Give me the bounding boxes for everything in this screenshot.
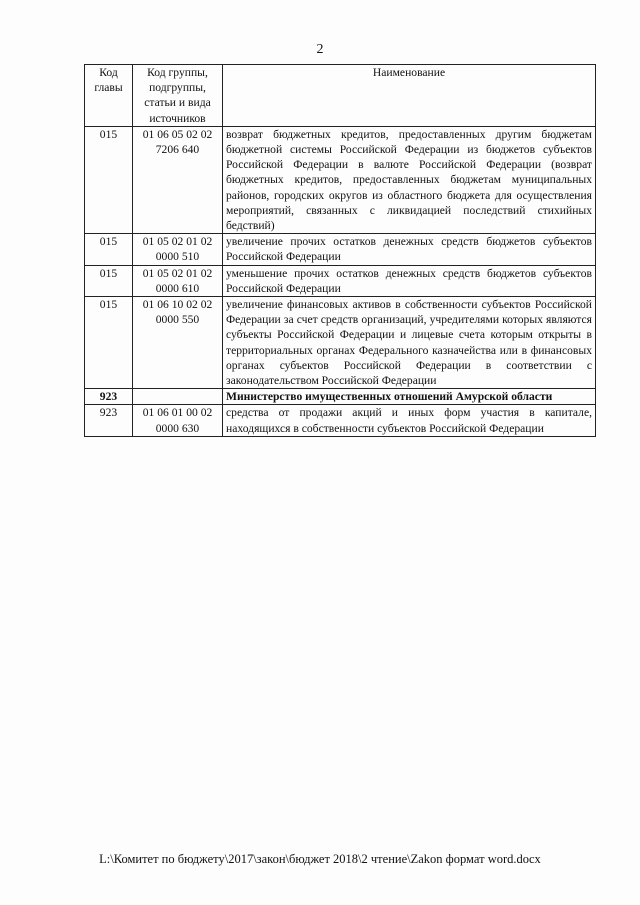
cell-name: увеличение финансовых активов в собственности субъектов Российской Федерации за счет средств организаций, учредителями которых являются субъекты Российской Федерации и лицевые счета которым открыты в территориальных органах Федерального казначейства или в финансовых органах субъектов Российской Федерации в соответствии с законодательством Российской Федерации [223, 297, 596, 389]
cell-group-code [133, 389, 223, 405]
header-name: Наименование [223, 65, 596, 127]
ministry-row [85, 389, 596, 405]
cell-chapter-code: 015 [85, 234, 133, 265]
cell-chapter-code: 923 [85, 405, 133, 436]
table-row [85, 405, 596, 436]
table-row [85, 297, 596, 389]
cell-name: средства от продажи акций и иных форм участия в капитале, находящихся в собственности субъектов Российской Федерации [223, 405, 596, 436]
cell-chapter-code: 015 [85, 265, 133, 296]
header-group-code: Код группы, подгруппы, статьи и вида источников [133, 65, 223, 127]
table-row [85, 234, 596, 265]
table-row [85, 265, 596, 296]
cell-chapter-code: 015 [85, 126, 133, 233]
table-row [85, 126, 596, 233]
header-chapter-code: Код главы [85, 65, 133, 127]
cell-group-code: 01 05 02 01 02 0000 510 [133, 234, 223, 265]
cell-group-code: 01 06 01 00 02 0000 630 [133, 405, 223, 436]
file-path-footer: L:\Комитет по бюджету\2017\закон\бюджет 2018\2 чтение\Zakon формат word.docx [99, 852, 541, 866]
cell-name: уменьшение прочих остатков денежных средств бюджетов субъектов Российской Федерации [223, 265, 596, 296]
cell-ministry-name: Министерство имущественных отношений Амурской области [223, 389, 596, 405]
cell-group-code: 01 06 10 02 02 0000 550 [133, 297, 223, 389]
cell-chapter-code: 015 [85, 297, 133, 389]
cell-name: увеличение прочих остатков денежных средств бюджетов субъектов Российской Федерации [223, 234, 596, 265]
table-header-row [85, 65, 596, 127]
cell-group-code: 01 05 02 01 02 0000 610 [133, 265, 223, 296]
cell-chapter-code: 923 [85, 389, 133, 405]
sources-table [84, 64, 596, 437]
cell-group-code: 01 06 05 02 02 7206 640 [133, 126, 223, 233]
cell-name: возврат бюджетных кредитов, предоставленных другим бюджетам бюджетной системы Российской Федерации из бюджетов субъектов Российской Федерации в валюте Российской Федерации (возврат бюджетных кредитов, предоставленных бюджетам муниципальных районов, городских округов из областного бюджета для осуществления мероприятий, связанных с ликвидацией последствий стихийных бедствий) [223, 126, 596, 233]
page-number: 2 [316, 42, 324, 57]
